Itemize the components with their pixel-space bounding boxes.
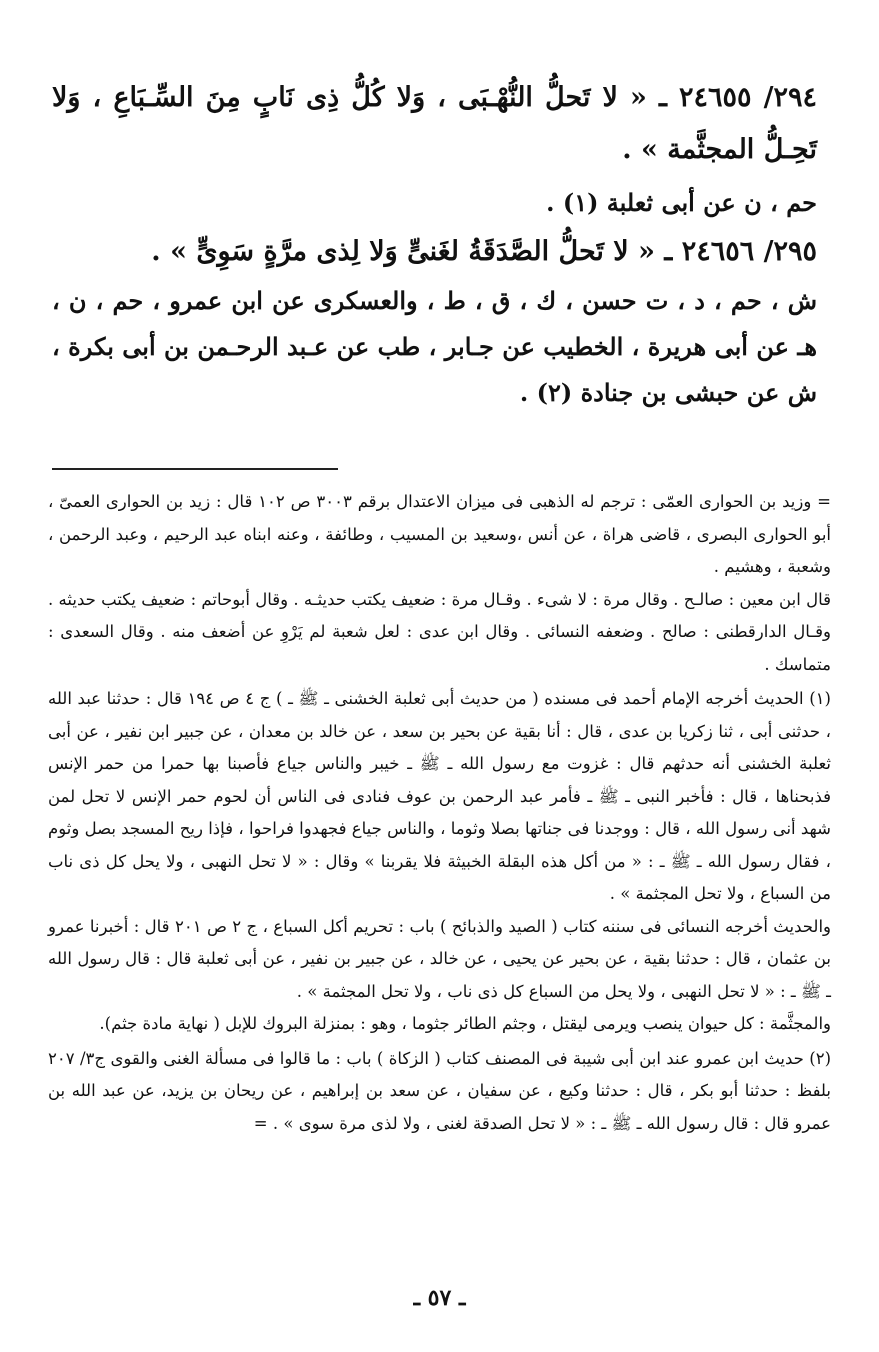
hadith-295 bbox=[52, 226, 817, 278]
hadith-number: ٢٩٥/ ٢٤٦٥٦ bbox=[681, 236, 817, 267]
main-text bbox=[52, 72, 817, 416]
footnote-paragraph: = وزيد بن الحوارى العمّى : ترجم له الذهبى فى ميزان الاعتدال برقم ٣٠٠٣ ص ١٠٢ قال : زيد بن الحوارى العمىّ ، أبو الحوارى البصرى ، قاضى هراة ، عن أنس ،وسعيد بن المسيب ، وطائفة ، وعنه ابناه عبد الرحيم ، وعبد الرحمن ، وشعبة ، وهشيم . bbox=[48, 492, 831, 576]
page-number: ـ ٥٧ ـ bbox=[413, 1285, 466, 1311]
hadith-number: ٢٩٤/ ٢٤٦٥٥ bbox=[679, 82, 817, 113]
footnote-paragraph: قال ابن معين : صالـح . وقال مرة : لا شىء . وقـال مرة : ضعيف يكتب حديثـه . وقال أبوحاتم : ضعيف يكتب حديثه . وقـال الدارقطنى : صالح . وضعفه النسائى . وقال ابن عدى : لعل شعبة لم يَرْوِ عن أضعف منه . وقال السعدى : متماسك . bbox=[48, 589, 831, 674]
footnote-1 bbox=[48, 683, 831, 1041]
footnote-continued bbox=[48, 486, 831, 681]
footnote-paragraph: (١) الحديث أخرجه الإمام أحمد فى مسنده ( من حديث أبى ثعلبة الخشنى ـ ﷺ ـ ) ج ٤ ص ١٩٤ قال : حدثنا عبد الله ، حدثنى أبى ، ثنا زكريا بن عدى ، قال : أنا بقية عن بحير بن سعد ، عن خالد بن معدان ، عن جبير ابن نفير ، عن أبى ثعلبة الخشنى أنه حدثهم قال : غزوت مع رسول الله ـ ﷺ ـ خيبر والناس جياع فأصبنا بها حمرا من حمر الإنس فذبحناها ، قال : فأخبر النبى ـ ﷺ ـ فأمر عبد الرحمن بن عوف فنادى فى الناس أن لحوم حمر الإنس لا تحل لمن شهد أنى رسول الله ، قال : ووجدنا فى جناتها بصلا وثوما ، والناس جياع فجهدوا فراحوا ، فإذا ريح المسجد بصل وثوم ، فقال رسول الله ـ ﷺ ـ : « من أكل هذه البقلة الخبيثة فلا يقربنا » وقال : « لا تحل النهبى ، ولا يحل كل ذى ناب من السباع ، ولا تحل المجثمة » . bbox=[48, 689, 831, 903]
hadith-source: ش ، حم ، د ، ت حسن ، ك ، ق ، ط ، والعسكرى عن ابن عمرو ، حم ، ن ، هـ عن أبى هريرة ، الخطيب عن جـابر ، طب عن عـبد الرحـمن بن أبى بكرة ، ش عن حبشى بن جنادة (٢) . bbox=[52, 286, 817, 407]
footnote-paragraph: والمجثَّمة : كل حيوان ينصب ويرمى ليقتل ، وجثم الطائر جثوما ، وهو : بمنزلة البروك للإبل ( نهاية مادة جثم). bbox=[99, 1014, 831, 1033]
hadith-294 bbox=[52, 72, 817, 176]
hadith-text: ـ « لا تَحلُّ الصَّدَقَةُ لغَنىٍّ وَلا لِذى مرَّةٍ سَوِىٍّ » . bbox=[151, 236, 673, 267]
footnotes bbox=[48, 486, 831, 1140]
footnote-paragraph: والحديث أخرجه النسائى فى سننه كتاب ( الصيد والذبائح ) باب : تحريم أكل السباع ، ج ٢ ص ٢٠١ قال : أخبرنا عمرو بن عثمان ، قال : حدثنا بقية ، عن بحير عن يحيى ، عن خالد ، عن جبير بن نفير ، عن أبى ثعلبة قال : قال رسول الله ـ ﷺ ـ : « لا تحل النهبى ، ولا يحل من السباع كل ذى ناب ، ولا تحل المجثمة » . bbox=[48, 916, 831, 1001]
hadith-source: حم ، ن عن أبى ثعلبة (١) . bbox=[546, 188, 817, 217]
footnote-2 bbox=[48, 1043, 831, 1141]
footnote-separator bbox=[52, 468, 338, 470]
hadith-text: ـ « لا تَحلُّ النُّهْـبَى ، وَلا كُلُّ ذِى نَابٍ مِنَ السِّـبَاعِ ، وَلا تَحِـلُّ المجثَّمة » . bbox=[52, 82, 817, 165]
footnote-paragraph: (٢) حديث ابن عمرو عند ابن أبى شيبة فى المصنف كتاب ( الزكاة ) باب : ما قالوا فى مسألة الغنى والقوى ج٣/ ٢٠٧ بلفظ : حدثنا أبو بكر ، قال : حدثنا وكيع ، عن سفيان ، عن سعد بن إبراهيم ، عن ريحان بن يزيد، عن عبد الله بن عمرو قال : قال رسول الله ـ ﷺ ـ : « لا تحل الصدقة لغنى ، ولا لذى مرة سوى » . = bbox=[48, 1048, 831, 1133]
